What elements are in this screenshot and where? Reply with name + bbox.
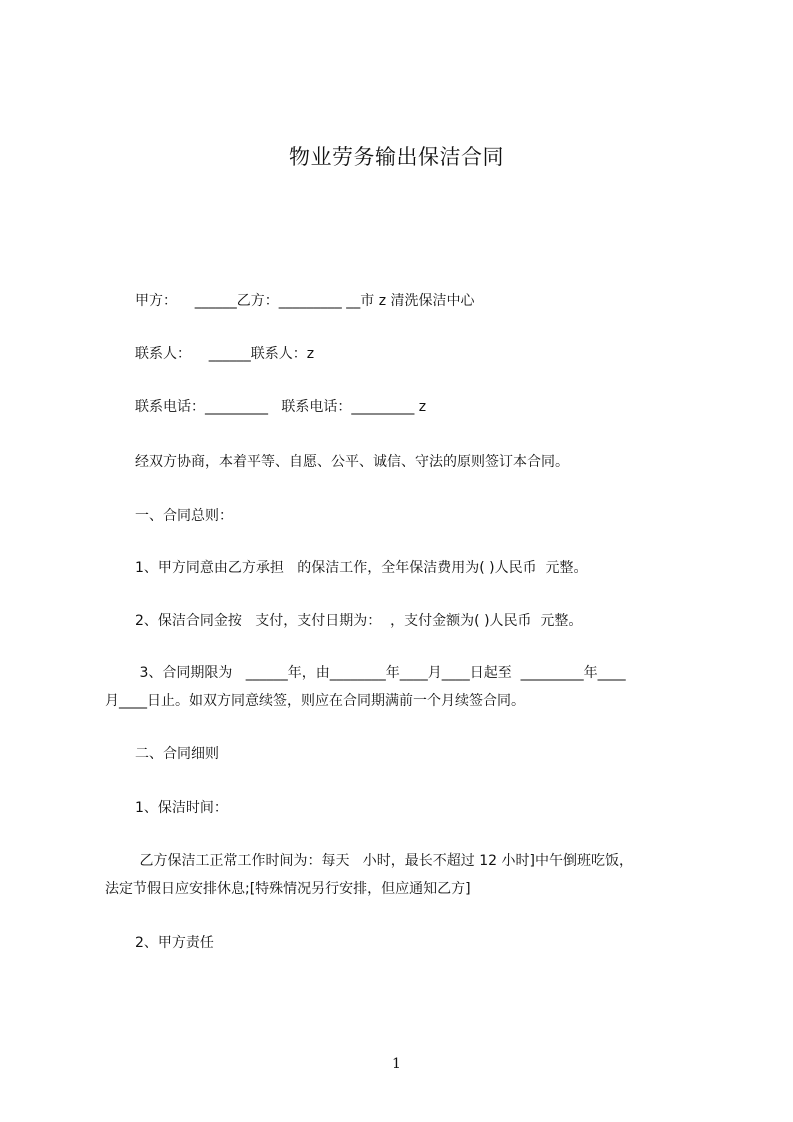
clause-line: 3、合同期限为 ______年，由________年____月____日起至 _________年____: [135, 665, 626, 681]
clause-line: 乙方保洁工正常工作时间为：每天 小时，最长不超过 12 小时]中午倒班吃饭，: [135, 853, 633, 869]
section-heading-general: 一、合同总则：: [135, 508, 233, 524]
subsection-heading: 1、保洁时间：: [135, 800, 228, 816]
clause-continuation-line: 月____日止。如双方同意续签，则应在合同期满前一个月续签合同。: [105, 693, 525, 709]
document-title: 物业劳务输出保洁合同: [289, 145, 504, 169]
clause-line: 2、保洁合同金按 支付，支付日期为： ，支付金额为( )人民币 元整。: [135, 613, 583, 629]
clause-line: 1、甲方同意由乙方承担 的保洁工作，全年保洁费用为( )人民币 元整。: [135, 560, 588, 576]
clause-continuation-line: 法定节假日应安排休息;[特殊情况另行安排，但应通知乙方]: [105, 881, 471, 897]
party-line: 甲方： ______乙方：_________ __市 z 清洗保洁中心: [135, 293, 475, 309]
subsection-heading: 2、甲方责任: [135, 935, 214, 951]
preamble-line: 经双方协商，本着平等、自愿、公平、诚信、守法的原则签订本合同。: [135, 454, 569, 470]
contact-phone-line: 联系电话：_________ 联系电话：_________ z: [135, 399, 427, 415]
page-number: 1: [392, 1056, 401, 1072]
contact-person-line: 联系人： ______联系人：z: [135, 346, 315, 362]
section-heading-details: 二、合同细则: [135, 746, 219, 762]
